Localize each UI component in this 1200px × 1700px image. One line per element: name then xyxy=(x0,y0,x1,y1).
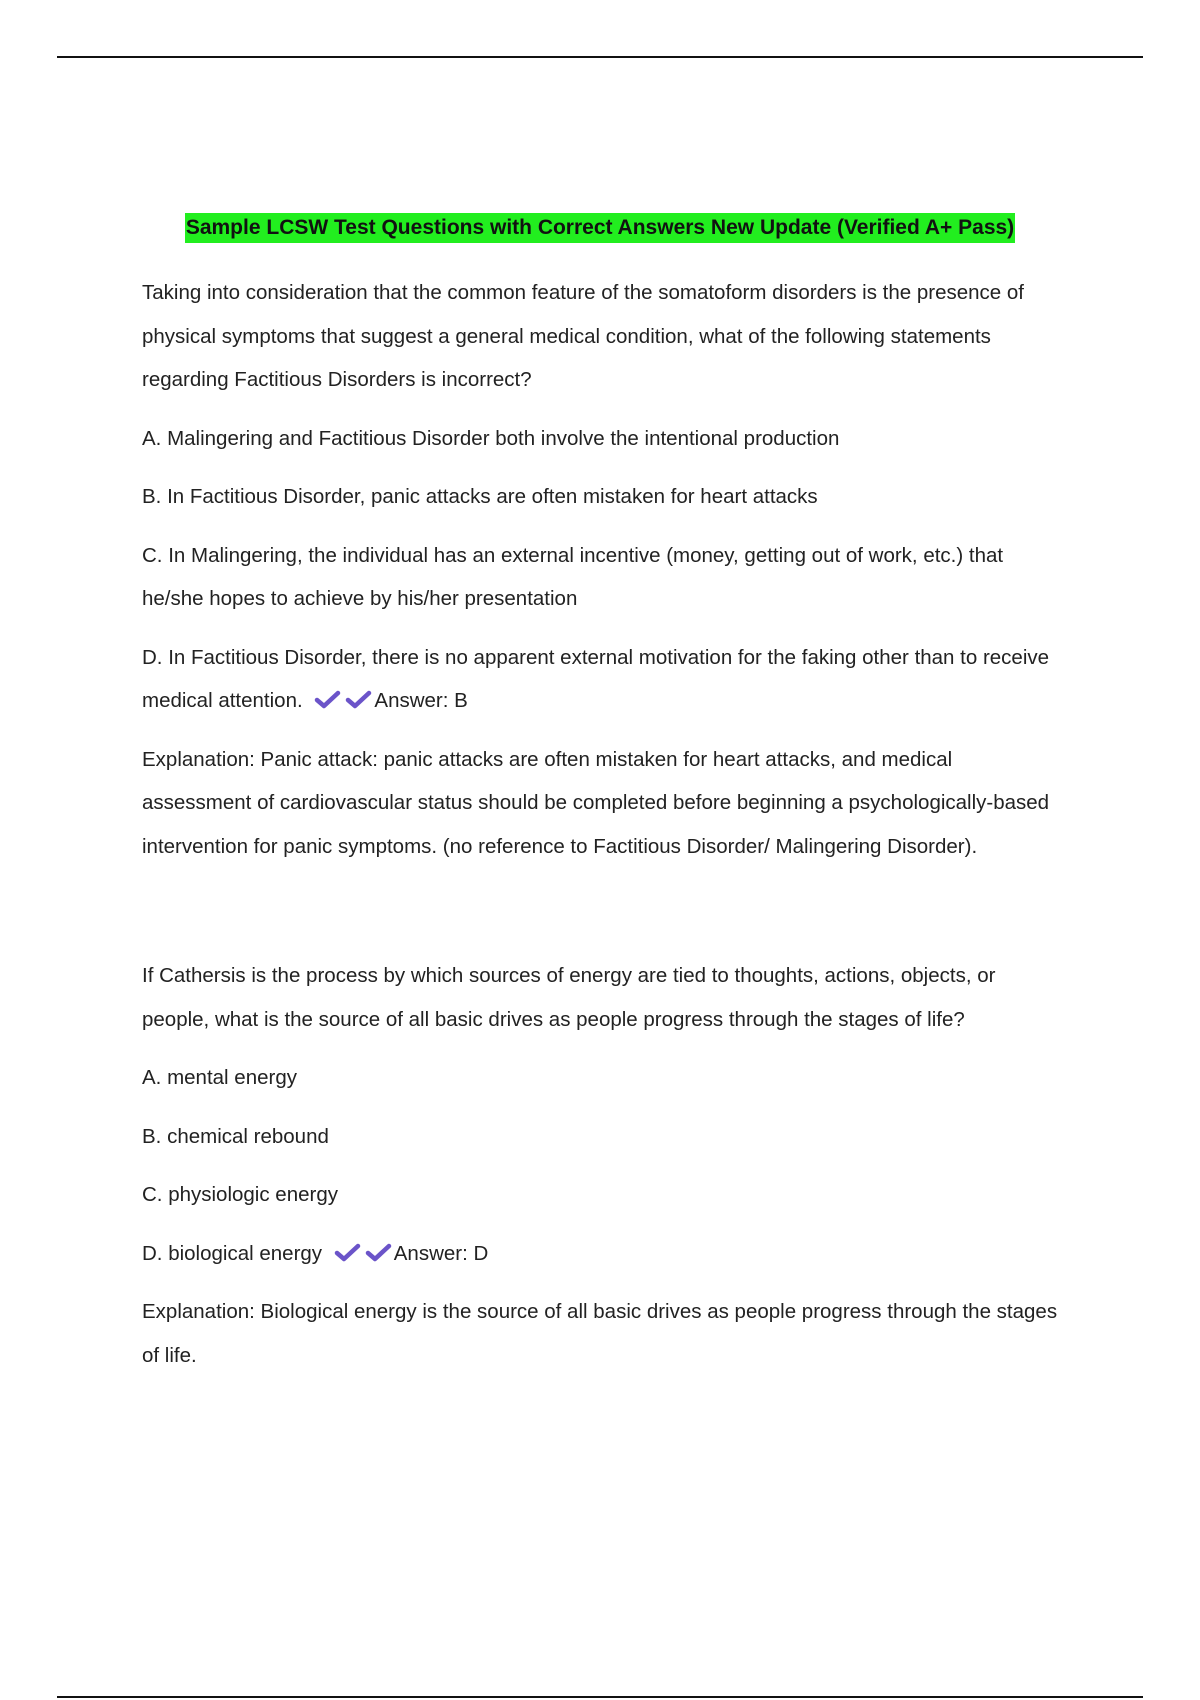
document-body xyxy=(142,271,1062,1392)
question-1-stem: Taking into consideration that the common feature of the somatoform disorders is the presence of physical symptoms that suggest a general medical condition, what of the following statements regarding Factitious Disorders is incorrect? xyxy=(142,281,1024,391)
question-1-option-c: C. In Malingering, the individual has an external incentive (money, getting out of work, etc.) that he/she hopes to achieve by his/her presentation xyxy=(142,543,1004,610)
section-spacer xyxy=(142,883,1062,954)
checkmark-icon xyxy=(314,690,341,710)
question-2-option-d-text: D. biological energy xyxy=(142,1241,323,1265)
title-container xyxy=(0,213,1200,243)
question-2-option-c: C. physiologic energy xyxy=(142,1183,338,1206)
document-title: Sample LCSW Test Questions with Correct Answers New Update (Verified A+ Pass) xyxy=(185,213,1015,243)
question-1-option-d-text: D. In Factitious Disorder, there is no apparent external motivation for the faking other than to receive medical attention. xyxy=(142,645,1050,712)
question-1-answer: Answer: B xyxy=(374,689,468,712)
bottom-rule xyxy=(57,1696,1143,1698)
checkmark-icon xyxy=(365,1243,392,1263)
question-2-answer: Answer: D xyxy=(393,1241,489,1265)
question-1-option-d xyxy=(142,636,1062,723)
question-2-option-b: B. chemical rebound xyxy=(142,1124,329,1148)
question-1-explanation: Explanation: Panic attack: panic attacks are often mistaken for heart attacks, and medical assessment of cardiovascular status should be completed before beginning a psychologically-based intervention for panic symptoms. (no reference to Factitious Disorder/ Malingering Disorder). xyxy=(142,747,1050,858)
question-2-stem: If Cathersis is the process by which sources of energy are tied to thoughts, actions, objects, or people, what is the source of all basic drives as people progress through the stages of life? xyxy=(142,964,996,1031)
question-2-option-a: A. mental energy xyxy=(142,1066,297,1089)
checkmark-icon xyxy=(334,1243,361,1263)
question-1-option-b: B. In Factitious Disorder, panic attacks are often mistaken for heart attacks xyxy=(142,485,818,508)
checkmark-icon xyxy=(345,690,372,710)
question-1-option-a: A. Malingering and Factitious Disorder both involve the intentional production xyxy=(142,426,840,450)
top-rule xyxy=(57,56,1143,58)
question-2-option-d xyxy=(142,1232,1062,1276)
question-2-explanation: Explanation: Biological energy is the source of all basic drives as people progress through the stages of life. xyxy=(142,1300,1058,1367)
